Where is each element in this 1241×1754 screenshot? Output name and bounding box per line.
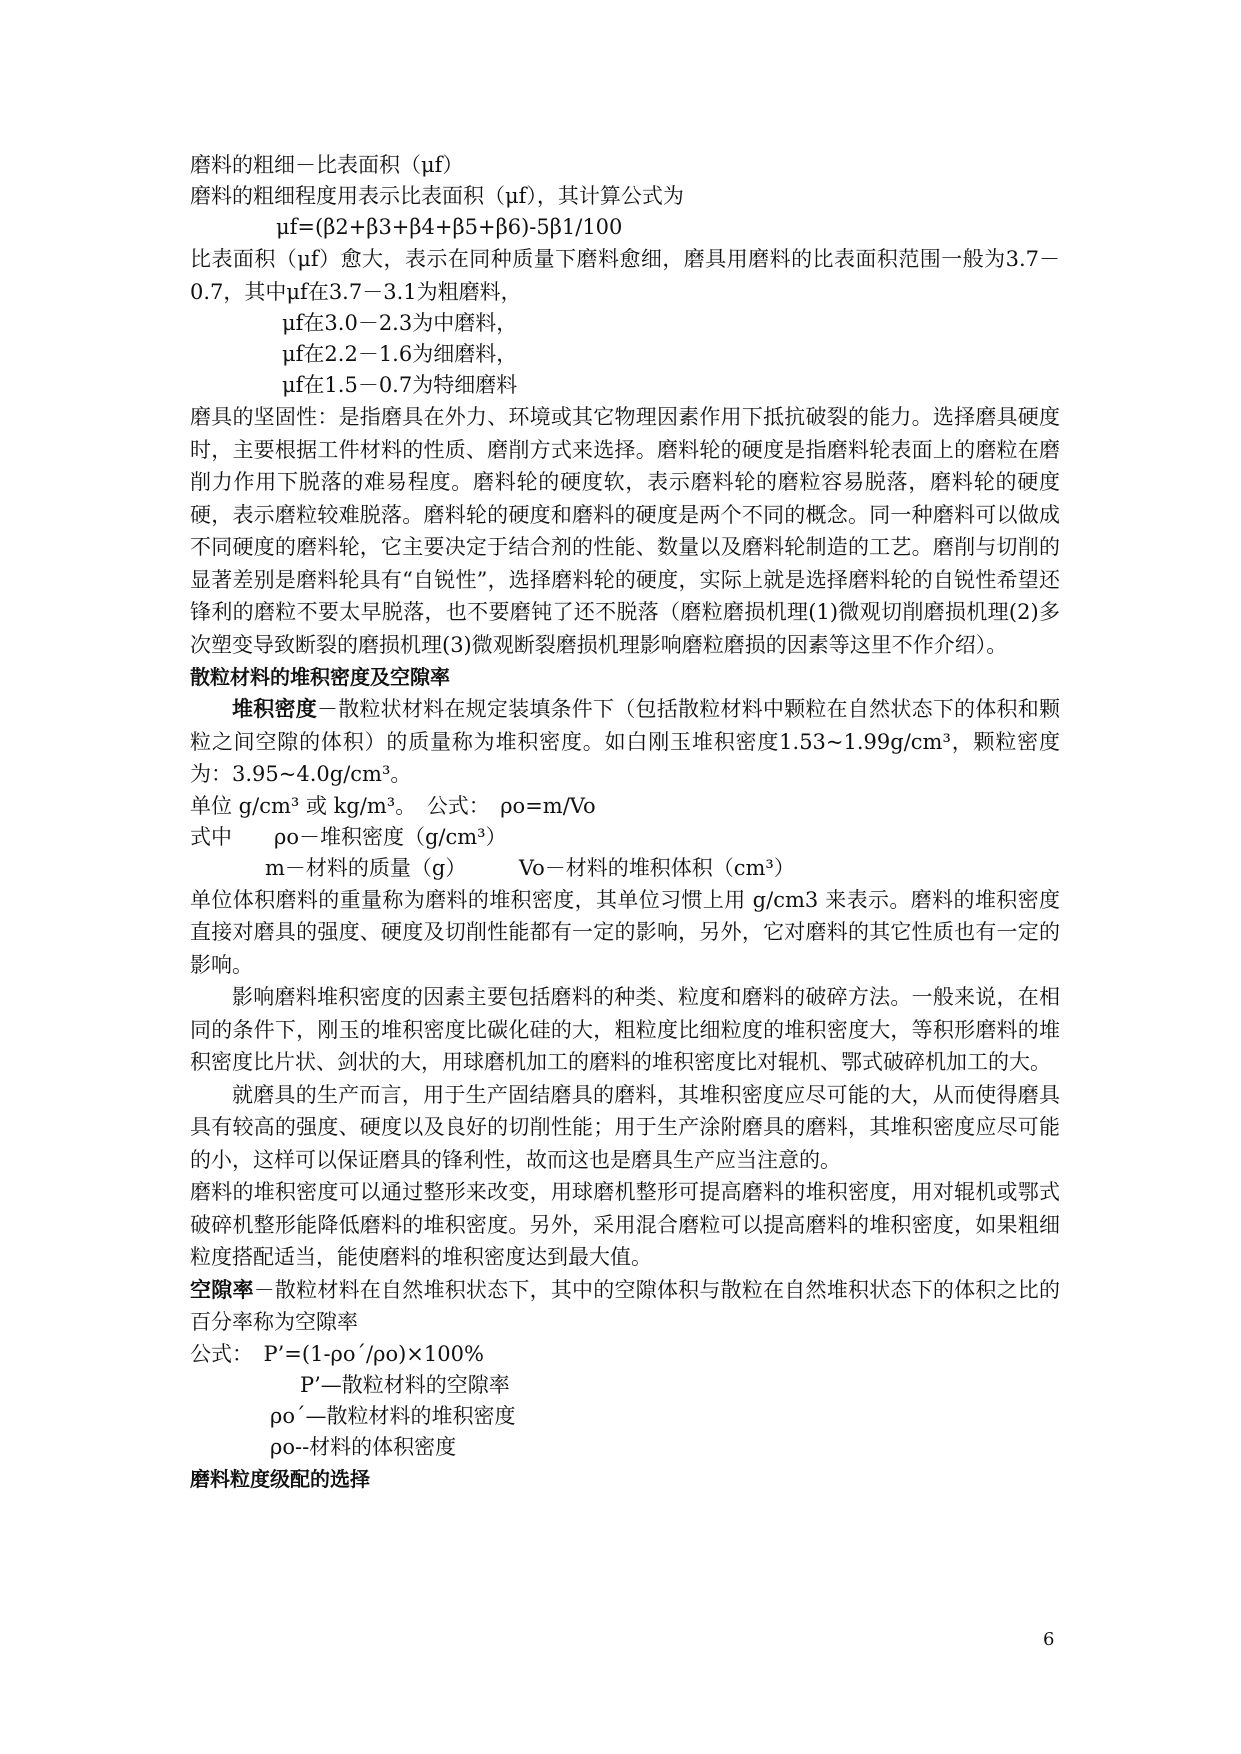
paragraph: 比表面积（μf）愈大，表示在同种质量下磨料愈细，磨具用磨料的比表面积范围一般为3.7－0.7，其中μf在3.7－3.1为粗磨料， bbox=[190, 247, 1060, 304]
text-line: P’—散粒材料的空隙率 bbox=[300, 1372, 510, 1397]
formula: 公式： P’=(1-ρo´/ρo)×100% bbox=[190, 1341, 484, 1366]
text-line: ρo--材料的体积密度 bbox=[270, 1434, 457, 1459]
bold-term: 堆积密度 bbox=[232, 697, 317, 721]
section-heading: 磨料粒度级配的选择 bbox=[190, 1466, 370, 1491]
bold-term: 空隙率 bbox=[190, 1277, 254, 1302]
text-line: μf在3.0－2.3为中磨料， bbox=[282, 311, 518, 335]
document-body bbox=[190, 150, 1060, 1495]
text-line: m－材料的质量（g） Vo－材料的堆积体积（cm³） bbox=[265, 855, 795, 880]
section-heading: 散粒材料的堆积密度及空隙率 bbox=[190, 665, 450, 689]
paragraph bbox=[190, 1274, 1060, 1339]
paragraph: 磨料的堆积密度可以通过整形来改变，用球磨机整形可提高磨料的堆积密度，用对辊机或鄂式破碎机整形能降低磨料的堆积密度。另外，采用混合磨粒可以提高磨料的堆积密度，如果粗细粒度搭配适当，能使磨料的堆积密度达到最大值。 bbox=[190, 1180, 1060, 1269]
text-line: μf在2.2－1.6为细磨料， bbox=[282, 342, 518, 366]
formula: μf=(β2+β3+β4+β5+β6)-5β1/100 bbox=[276, 215, 623, 239]
paragraph: 磨具的坚固性：是指磨具在外力、环境或其它物理因素作用下抵抗破裂的能力。选择磨具硬度时，主要根据工件材料的性质、磨削方式来选择。磨料轮的硬度是指磨料轮表面上的磨粒在磨削力作用下脱落的难易程度。磨料轮的硬度软，表示磨料轮的磨粒容易脱落，磨料轮的硬度硬，表示磨粒较难脱落。磨料轮的硬度和磨料的硬度是两个不同的概念。同一种磨料可以做成不同硬度的磨料轮，它主要决定于结合剂的性能、数量以及磨料轮制造的工艺。磨削与切削的显著差别是磨料轮具有“自锐性”，选择磨料轮的硬度，实际上就是选择磨料轮的自锐性希望还锋利的磨粒不要太早脱落，也不要磨钝了还不脱落（磨粒磨损机理(1)微观切削磨损机理(2)多次塑变导致断裂的磨损机理(3)微观断裂磨损机理影响磨粒磨损的因素等这里不作介绍）。 bbox=[190, 405, 1060, 657]
text-line: 单位 g/cm³ 或 kg/m³。 公式： ρo=m/Vo bbox=[190, 793, 596, 818]
paragraph: 影响磨料堆积密度的因素主要包括磨料的种类、粒度和磨料的破碎方法。一般来说，在相同的条件下，刚玉的堆积密度比碳化硅的大，粗粒度比细粒度的堆积密度大，等积形磨料的堆积密度比片状、剑状的大，用球磨机加工的磨料的堆积密度比对辊机、鄂式破碎机加工的大。 bbox=[190, 985, 1060, 1074]
paragraph-text: －散粒状材料在规定装填条件下（包括散粒材料中颗粒在自然状态下的体积和颗粒之间空隙的体积）的质量称为堆积密度。如白刚玉堆积密度1.53~1.99g/cm³，颗粒密度为：3.95~4.0g/cm³。 bbox=[190, 697, 1061, 786]
page-number: 6 bbox=[1043, 1629, 1055, 1650]
text-line: 磨料的粗细－比表面积（μf） bbox=[190, 153, 464, 177]
paragraph: 单位体积磨料的重量称为磨料的堆积密度，其单位习惯上用 g/cm3 来表示。磨料的堆积密度直接对磨具的强度、硬度及切削性能都有一定的影响，另外，它对磨料的其它性质也有一定的影响。 bbox=[190, 887, 1060, 977]
text-line: ρo´—散粒材料的堆积密度 bbox=[270, 1403, 516, 1428]
text-line: 式中 ρo－堆积密度（g/cm³） bbox=[190, 824, 507, 849]
paragraph-text: －散粒材料在自然堆积状态下，其中的空隙体积与散粒在自然堆积状态下的体积之比的百分率称为空隙率 bbox=[190, 1277, 1061, 1334]
text-line: μf在1.5－0.7为特细磨料 bbox=[282, 373, 518, 397]
text-line: 磨料的粗细程度用表示比表面积（μf），其计算公式为 bbox=[190, 184, 684, 208]
paragraph bbox=[190, 693, 1060, 791]
paragraph: 就磨具的生产而言，用于生产固结磨具的磨料，其堆积密度应尽可能的大，从而使得磨具具有较高的强度、硬度以及良好的切削性能；用于生产涂附磨具的磨料，其堆积密度应尽可能的小，这样可以保证磨具的锋利性，故而这也是磨具生产应当注意的。 bbox=[190, 1082, 1060, 1172]
